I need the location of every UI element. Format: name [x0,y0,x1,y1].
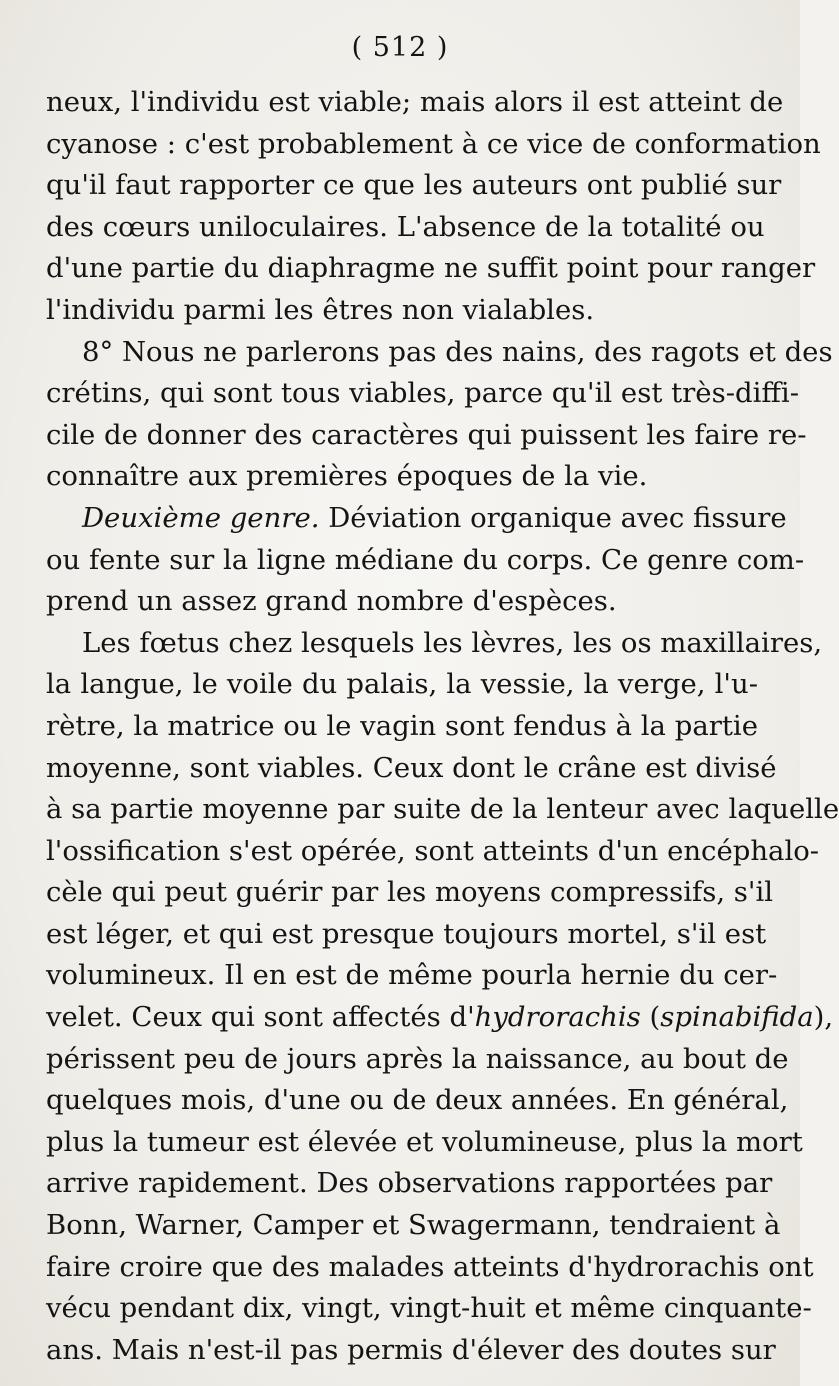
text-line: crétins, qui sont tous viables, parce qu'il est très-diffi- [46,377,800,410]
text-fragment: velet. Ceux qui sont affectés d' [46,1001,475,1034]
text-line: quelques mois, d'une ou de deux années. En général, [46,1084,789,1117]
text-line: arrive rapidement. Des observations rapportées par [46,1167,773,1200]
text-line: l'individu parmi les êtres non vialables. [46,293,595,326]
section-heading: Deuxième genre. [82,501,320,534]
text-line: Les fœtus chez lesquels les lèvres, les os maxillaires, [82,626,823,659]
text-line [46,997,834,1039]
text-line: 8° Nous ne parlerons pas des nains, des ragots et des [82,335,833,368]
text-line: des cœurs uniloculaires. L'absence de la totalité ou [46,210,765,243]
text-line: cile de donner des caractères qui puissent les faire re- [46,418,807,451]
text-line: neux, l'individu est viable; mais alors il est atteint de [46,86,784,118]
text-line: ans. Mais n'est-il pas permis d'élever des doutes sur [46,1333,776,1366]
text-line: Bonn, Warner, Camper et Swagermann, tendraient à [46,1209,781,1242]
text-line: ou fente sur la ligne médiane du corps. Ce genre com- [46,543,805,576]
text-fragment: Déviation organique avec fissure [319,501,787,534]
text-line: rètre, la matrice ou le vagin sont fendus à la partie [46,709,758,742]
text-line: est léger, et qui est presque toujours mortel, s'il est [46,917,767,950]
text-line: périssent peu de jours après la naissance, au bout de [46,1042,789,1075]
paragraph-1 [46,82,821,332]
italic-term: spinabifida [660,1001,814,1034]
italic-term: hydrorachis [474,1001,641,1034]
text-line: volumineux. Il en est de même pourla hernie du cer- [46,959,778,992]
text-line: cèle qui peut guérir par les moyens compressifs, s'il [46,876,774,909]
text-line: cyanose : c'est probablement à ce vice de conformation [46,127,821,160]
text-line: l'ossification s'est opérée, sont atteints d'un encéphalo- [46,834,820,867]
text-line: la langue, le voile du palais, la vessie, la verge, l'u- [46,668,758,701]
text-line: qu'il faut rapporter ce que les auteurs ont publié sur [46,169,782,202]
body-text [46,82,839,1371]
page-number: ( 512 ) [351,32,449,63]
text-fragment: ( [640,1001,661,1034]
text-line: vécu pendant dix, vingt, vingt-huit et même cinquante- [46,1292,812,1325]
text-line: d'une partie du diaphragme ne suffit point pour ranger [46,252,816,285]
text-line: moyenne, sont viables. Ceux dont le crâne est divisé [46,751,777,784]
text-line: prend un assez grand nombre d'espèces. [46,585,617,618]
text-fragment: ), [813,1001,834,1034]
text-line [46,498,787,540]
paragraph-3 [46,498,805,623]
text-line: plus la tumeur est élevée et volumineuse, plus la mort [46,1125,803,1158]
text-line: connaître aux premières époques de la vie. [46,460,648,493]
paragraph-4 [46,623,839,1372]
paragraph-2 [46,332,833,498]
text-line: faire croire que des malades atteints d'hydrorachis ont [46,1250,814,1283]
text-line: à sa partie moyenne par suite de la lenteur avec laquelle [46,793,839,826]
